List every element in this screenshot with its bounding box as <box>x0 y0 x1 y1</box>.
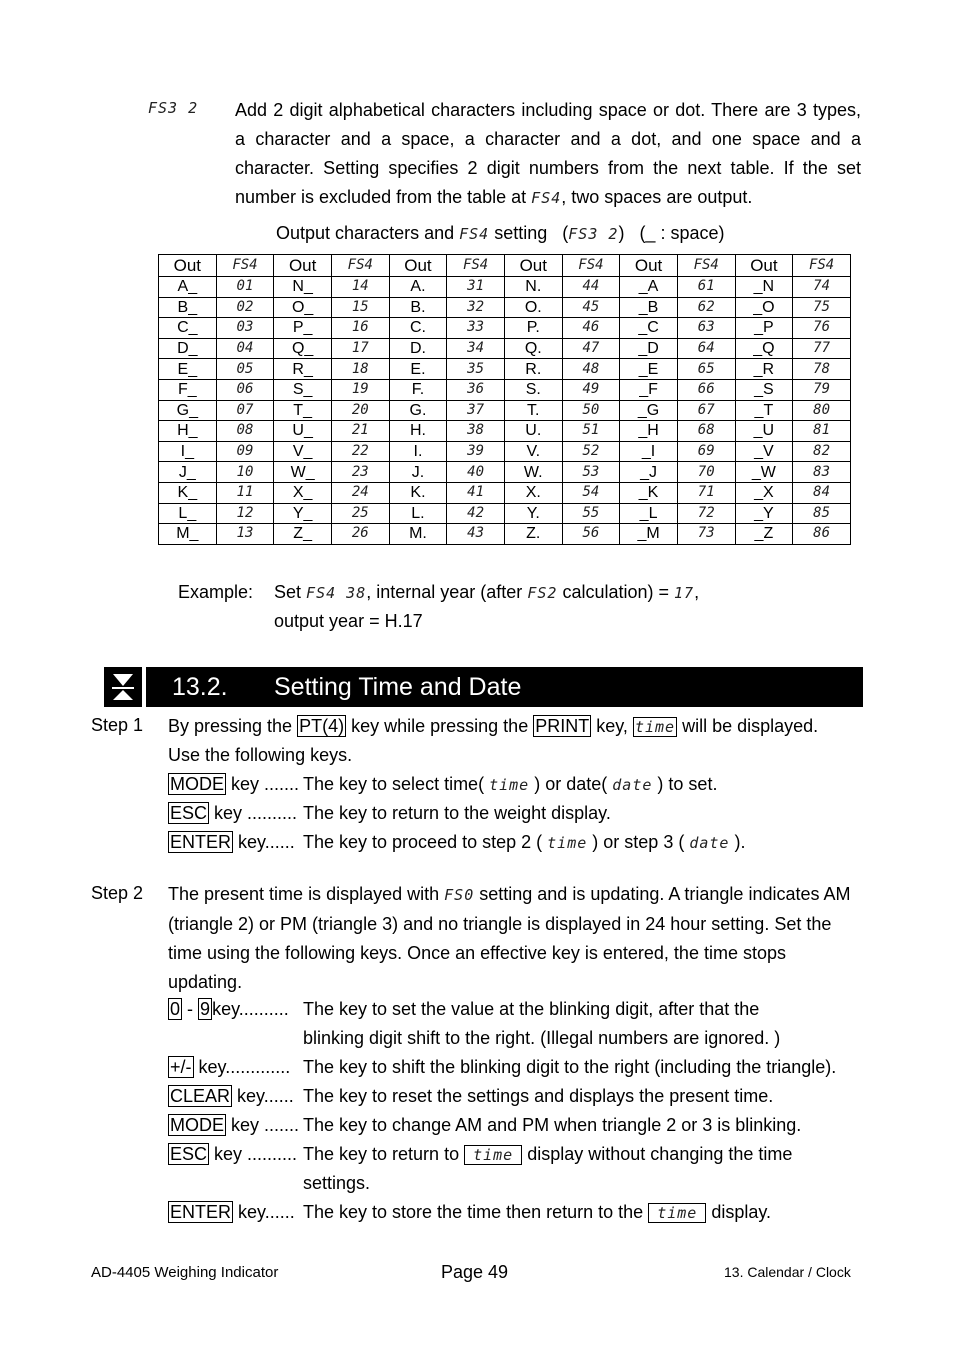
output-character-cell: _W <box>735 462 793 483</box>
fs4-code-cell: 76 <box>793 318 851 339</box>
fs4-code-cell: 48 <box>562 359 620 380</box>
fs4-code-cell: 37 <box>447 400 505 421</box>
fs4-code-cell: 39 <box>447 441 505 462</box>
fs4-code-cell: 33 <box>447 318 505 339</box>
fs4-code-cell: 78 <box>793 359 851 380</box>
output-character-cell: _K <box>620 482 678 503</box>
time-display: time <box>464 1145 522 1165</box>
time-display: time <box>648 1203 706 1223</box>
desc-text: The key to change AM and PM when triangle 2 or 3 is blinking. <box>303 1115 802 1135</box>
output-character-cell: N. <box>504 277 562 298</box>
step1-t2: key while pressing the <box>351 716 529 736</box>
output-character-cell: _J <box>620 462 678 483</box>
output-character-cell: _D <box>620 338 678 359</box>
output-character-cell: S. <box>504 379 562 400</box>
fs4-code-cell: 40 <box>447 462 505 483</box>
pt4-key: PT(4) <box>299 716 345 736</box>
output-character-cell: Y. <box>504 503 562 524</box>
step2-plusminus-row <box>168 1053 837 1082</box>
output-character-cell: Q. <box>504 338 562 359</box>
output-character-cell: L. <box>389 503 447 524</box>
step2-clear-row <box>168 1082 774 1111</box>
output-character-cell: F_ <box>159 379 217 400</box>
fs4-code-cell: 47 <box>562 338 620 359</box>
output-character-cell: _V <box>735 441 793 462</box>
table-body <box>159 277 851 545</box>
fs4-code-cell: 32 <box>447 297 505 318</box>
fs4-code-cell: 86 <box>793 524 851 545</box>
output-character-cell: J_ <box>159 462 217 483</box>
example-mid1: , internal year (after <box>366 582 523 602</box>
table-row <box>159 318 851 339</box>
time-display: time <box>547 834 588 852</box>
output-character-cell: _R <box>735 359 793 380</box>
section-title-text: Setting Time and Date <box>274 673 522 701</box>
desc-text: ). <box>734 832 746 852</box>
output-character-cell: E. <box>389 359 447 380</box>
fs4-code-cell: 23 <box>331 462 389 483</box>
fs4-code-cell: 34 <box>447 338 505 359</box>
table-row <box>159 482 851 503</box>
fs4-code-cell: 17 <box>331 338 389 359</box>
fs4-code-cell: 06 <box>216 379 274 400</box>
fs4-code-cell: 20 <box>331 400 389 421</box>
header-out: Out <box>389 255 447 277</box>
step2-digit-row <box>168 995 760 1024</box>
fs4-code-cell: 69 <box>677 441 735 462</box>
key-dots: key .......... <box>214 803 298 823</box>
fs4-code-cell: 08 <box>216 421 274 442</box>
footer-page-number: Page 49 <box>441 1262 509 1282</box>
header-fs4: FS4 <box>216 255 274 277</box>
fs4-code-cell: 83 <box>793 462 851 483</box>
fs4-code-cell: 35 <box>447 359 505 380</box>
header-out: Out <box>620 255 678 277</box>
output-character-cell: _F <box>620 379 678 400</box>
step-1-label: Step 1 <box>91 715 144 735</box>
output-character-cell: P. <box>504 318 562 339</box>
output-character-cell: X. <box>504 482 562 503</box>
output-character-cell: _H <box>620 421 678 442</box>
nine-key: 9 <box>200 999 211 1019</box>
step1-t3: key, <box>596 716 628 736</box>
fs4-code-cell: 43 <box>447 524 505 545</box>
desc-text: The key to set the value at the blinking digit, after that the <box>303 999 760 1019</box>
output-character-cell: _Y <box>735 503 793 524</box>
output-character-cell: Z. <box>504 524 562 545</box>
fs4-code-cell: 24 <box>331 482 389 503</box>
fs4-code-cell: 61 <box>677 277 735 298</box>
fs4-code-cell: 79 <box>793 379 851 400</box>
caption-part2: setting <box>494 223 548 243</box>
fs4-code-cell: 70 <box>677 462 735 483</box>
output-character-cell: V_ <box>274 441 332 462</box>
desc-text: ) or step 3 ( <box>592 832 685 852</box>
date-display: date <box>612 776 653 794</box>
clear-key: CLEAR <box>170 1086 231 1106</box>
fs3-2-code: FS3 2 <box>148 99 199 117</box>
table-row <box>159 524 851 545</box>
key-dots: key.......... <box>212 999 289 1019</box>
desc-text: The key to select time( <box>303 774 485 794</box>
fs4-code-cell: 41 <box>447 482 505 503</box>
fs3-description-end: , two spaces are output. <box>561 187 753 207</box>
desc-text: ) to set. <box>657 774 718 794</box>
fs4-code-cell: 53 <box>562 462 620 483</box>
output-character-cell: _N <box>735 277 793 298</box>
output-character-cell: H_ <box>159 421 217 442</box>
output-character-cell: R. <box>504 359 562 380</box>
step-2-text <box>168 880 858 997</box>
fs4-code-cell: 36 <box>447 379 505 400</box>
fs4-code-cell: 64 <box>677 338 735 359</box>
output-character-cell: B. <box>389 297 447 318</box>
plus-minus-key: +/- <box>170 1057 192 1077</box>
output-character-cell: M. <box>389 524 447 545</box>
fs4-code-cell: 56 <box>562 524 620 545</box>
time-display: time <box>634 718 676 736</box>
step2-digit-desc-2: blinking digit shift to the right. (Illegal numbers are ignored. ) <box>303 1028 781 1048</box>
fs4-code-cell: 01 <box>216 277 274 298</box>
output-character-cell: _T <box>735 400 793 421</box>
fs4-code-cell: 45 <box>562 297 620 318</box>
caption-fs4: FS4 <box>459 225 490 243</box>
caption-part1: Output characters and <box>276 223 455 243</box>
fs4-code-cell: 03 <box>216 318 274 339</box>
output-character-cell: _C <box>620 318 678 339</box>
desc-text: The key to shift the blinking digit to the right (including the triangle). <box>303 1057 837 1077</box>
output-character-cell: _E <box>620 359 678 380</box>
fs4-code-cell: 74 <box>793 277 851 298</box>
output-character-cell: T_ <box>274 400 332 421</box>
fs4-code-cell: 67 <box>677 400 735 421</box>
key-dots: key...... <box>238 832 295 852</box>
key-dots: key...... <box>238 1202 295 1222</box>
fs4-code-cell: 05 <box>216 359 274 380</box>
desc-text: display. <box>711 1202 772 1222</box>
example-line-1 <box>274 578 699 608</box>
fs4-code-cell: 12 <box>216 503 274 524</box>
output-character-cell: _A <box>620 277 678 298</box>
header-out: Out <box>274 255 332 277</box>
fs4-code-cell: 49 <box>562 379 620 400</box>
time-display: time <box>489 776 530 794</box>
fs4-code-cell: 62 <box>677 297 735 318</box>
table-header-row <box>159 255 851 277</box>
fs4-code-cell: 73 <box>677 524 735 545</box>
header-out: Out <box>735 255 793 277</box>
output-character-cell: _U <box>735 421 793 442</box>
fs4-code-cell: 11 <box>216 482 274 503</box>
fs4-code-cell: 68 <box>677 421 735 442</box>
output-character-cell: G_ <box>159 400 217 421</box>
desc-text: The key to return to the weight display. <box>303 803 611 823</box>
fs4-code-cell: 21 <box>331 421 389 442</box>
fs4-code-cell: 50 <box>562 400 620 421</box>
output-character-cell: _O <box>735 297 793 318</box>
step1-mode-row <box>168 770 718 799</box>
key-dots: key............. <box>198 1057 291 1077</box>
fs4-code-cell: 15 <box>331 297 389 318</box>
step2-esc-desc-2: settings. <box>303 1173 371 1193</box>
output-character-cell: _P <box>735 318 793 339</box>
desc-text: The key to return to <box>303 1144 460 1164</box>
output-character-cell: R_ <box>274 359 332 380</box>
example-label: Example: <box>178 582 254 602</box>
step2-p1: The present time is displayed with <box>168 884 440 904</box>
step-1-text <box>168 712 858 770</box>
fs3-description <box>235 96 861 213</box>
output-character-cell: Z_ <box>274 524 332 545</box>
fs4-code-cell: 44 <box>562 277 620 298</box>
fs4-code-cell: 85 <box>793 503 851 524</box>
fs4-code-cell: 55 <box>562 503 620 524</box>
fs4-code-cell: 31 <box>447 277 505 298</box>
header-out: Out <box>159 255 217 277</box>
fs4-code-cell: 72 <box>677 503 735 524</box>
example-year: 17 <box>674 584 695 602</box>
desc-text: The key to reset the settings and displays the present time. <box>303 1086 774 1106</box>
example-fs4-code: FS4 38 <box>306 584 367 602</box>
table-row <box>159 338 851 359</box>
fs4-code-cell: 65 <box>677 359 735 380</box>
step2-enter-row <box>168 1198 772 1227</box>
caption-fs3: FS3 2 <box>568 225 619 243</box>
fs4-code-cell: 18 <box>331 359 389 380</box>
fs4-code-cell: 80 <box>793 400 851 421</box>
section-title <box>146 667 863 707</box>
fs4-code-cell: 51 <box>562 421 620 442</box>
output-character-cell: D_ <box>159 338 217 359</box>
header-fs4: FS4 <box>331 255 389 277</box>
output-character-cell: G. <box>389 400 447 421</box>
key-dots: key .......... <box>214 1144 298 1164</box>
output-character-cell: K. <box>389 482 447 503</box>
key-separator: - <box>187 999 194 1019</box>
output-character-cell: W_ <box>274 462 332 483</box>
enter-key: ENTER <box>170 1202 232 1222</box>
example-line-2: output year = H.17 <box>274 611 423 631</box>
output-character-cell: _S <box>735 379 793 400</box>
fs4-code-cell: 46 <box>562 318 620 339</box>
output-character-cell: B_ <box>159 297 217 318</box>
fs4-code-cell: 66 <box>677 379 735 400</box>
step1-line2: Use the following keys. <box>168 745 353 765</box>
step1-t4: will be displayed. <box>682 716 819 736</box>
fs4-code-cell: 09 <box>216 441 274 462</box>
output-character-cell: U_ <box>274 421 332 442</box>
output-characters-table <box>158 254 851 545</box>
fs4-code-cell: 22 <box>331 441 389 462</box>
output-character-cell: _X <box>735 482 793 503</box>
desc-text: The key to store the time then return to the <box>303 1202 644 1222</box>
output-character-cell: _M <box>620 524 678 545</box>
fs0-code: FS0 <box>444 886 475 904</box>
table-row <box>159 379 851 400</box>
fs4-code-cell: 52 <box>562 441 620 462</box>
output-character-cell: A. <box>389 277 447 298</box>
step-2-label: Step 2 <box>91 883 144 903</box>
step2-p2: setting and is updating. A triangle indicates AM (triangle 2) or PM (triangle 3) and no triangle is displayed in 24 hour setting. Set the time using the following keys. Once an effective key is entered, the time stops updating. <box>168 884 851 992</box>
table-caption: Output characters and FS4 setting (FS3 2) (_ : space) <box>276 223 725 243</box>
table-row <box>159 277 851 298</box>
output-character-cell: E_ <box>159 359 217 380</box>
fs4-code-cell: 10 <box>216 462 274 483</box>
step1-esc-row <box>168 799 611 828</box>
example-fs2-code: FS2 <box>527 584 558 602</box>
zero-key: 0 <box>170 999 181 1019</box>
fs4-code-cell: 54 <box>562 482 620 503</box>
output-character-cell: N_ <box>274 277 332 298</box>
table-row <box>159 297 851 318</box>
footer-right: 13. Calendar / Clock <box>724 1264 851 1280</box>
fs4-code-cell: 04 <box>216 338 274 359</box>
section-marker-icon <box>104 667 142 707</box>
output-character-cell: D. <box>389 338 447 359</box>
output-character-cell: V. <box>504 441 562 462</box>
section-heading <box>104 667 863 707</box>
output-character-cell: C. <box>389 318 447 339</box>
date-display: date <box>689 834 730 852</box>
output-character-cell: _Z <box>735 524 793 545</box>
table-row <box>159 359 851 380</box>
output-character-cell: O_ <box>274 297 332 318</box>
fs4-code-cell: 77 <box>793 338 851 359</box>
fs4-code-cell: 25 <box>331 503 389 524</box>
output-character-cell: _B <box>620 297 678 318</box>
fs4-code-cell: 71 <box>677 482 735 503</box>
output-character-cell: M_ <box>159 524 217 545</box>
fs4-code-cell: 84 <box>793 482 851 503</box>
fs4-code-cell: 14 <box>331 277 389 298</box>
header-fs4: FS4 <box>793 255 851 277</box>
table-row <box>159 441 851 462</box>
fs4-code-cell: 02 <box>216 297 274 318</box>
output-character-cell: K_ <box>159 482 217 503</box>
key-dots: key...... <box>237 1086 294 1106</box>
output-character-cell: X_ <box>274 482 332 503</box>
step1-enter-row <box>168 828 746 857</box>
step2-esc-row <box>168 1140 793 1169</box>
fs4-code-cell: 82 <box>793 441 851 462</box>
output-character-cell: T. <box>504 400 562 421</box>
output-character-cell: _G <box>620 400 678 421</box>
output-character-cell: I. <box>389 441 447 462</box>
footer-left: AD-4405 Weighing Indicator <box>91 1264 279 1281</box>
header-fs4: FS4 <box>562 255 620 277</box>
header-fs4: FS4 <box>447 255 505 277</box>
table-row <box>159 503 851 524</box>
caption-part3: (_ : space) <box>639 223 725 243</box>
fs4-code-cell: 26 <box>331 524 389 545</box>
header-fs4: FS4 <box>677 255 735 277</box>
output-character-cell: L_ <box>159 503 217 524</box>
example-set: Set <box>274 582 302 602</box>
mode-key: MODE <box>170 774 224 794</box>
fs4-code-cell: 13 <box>216 524 274 545</box>
output-character-cell: J. <box>389 462 447 483</box>
table-row <box>159 421 851 442</box>
output-character-cell: F. <box>389 379 447 400</box>
section-number: 13.2. <box>172 673 228 701</box>
fs4-code: FS4 <box>531 189 562 207</box>
table-row <box>159 462 851 483</box>
desc-text: display without changing the time <box>527 1144 793 1164</box>
step1-t1: By pressing the <box>168 716 293 736</box>
example-mid2: calculation) = <box>562 582 669 602</box>
key-dots: key ....... <box>231 1115 300 1135</box>
output-character-cell: A_ <box>159 277 217 298</box>
fs4-code-cell: 63 <box>677 318 735 339</box>
key-dots: key ....... <box>231 774 300 794</box>
output-character-cell: S_ <box>274 379 332 400</box>
output-character-cell: H. <box>389 421 447 442</box>
output-character-cell: _L <box>620 503 678 524</box>
esc-key: ESC <box>170 1144 208 1164</box>
output-character-cell: W. <box>504 462 562 483</box>
output-character-cell: P_ <box>274 318 332 339</box>
step2-mode-row <box>168 1111 802 1140</box>
fs4-code-cell: 07 <box>216 400 274 421</box>
output-character-cell: I_ <box>159 441 217 462</box>
fs4-code-cell: 75 <box>793 297 851 318</box>
esc-key: ESC <box>170 803 208 823</box>
header-out: Out <box>504 255 562 277</box>
fs4-code-cell: 38 <box>447 421 505 442</box>
desc-text: The key to proceed to step 2 ( <box>303 832 543 852</box>
fs3-description-text: Add 2 digit alphabetical characters including space or dot. There are 3 types, a character and a space, a character and a dot, and one space and a character. Setting specifies 2 digit numbers from the next table. If the set number is excluded from the table at <box>235 100 861 207</box>
output-character-cell: _I <box>620 441 678 462</box>
desc-text: ) or date( <box>534 774 608 794</box>
fs4-code-cell: 19 <box>331 379 389 400</box>
fs4-code-cell: 16 <box>331 318 389 339</box>
fs4-code-cell: 42 <box>447 503 505 524</box>
mode-key: MODE <box>170 1115 224 1135</box>
output-character-cell: Q_ <box>274 338 332 359</box>
print-key: PRINT <box>535 716 590 736</box>
table-row <box>159 400 851 421</box>
enter-key: ENTER <box>170 832 232 852</box>
output-character-cell: Y_ <box>274 503 332 524</box>
output-character-cell: U. <box>504 421 562 442</box>
fs4-code-cell: 81 <box>793 421 851 442</box>
example-end: , <box>694 582 700 602</box>
output-character-cell: C_ <box>159 318 217 339</box>
output-character-cell: O. <box>504 297 562 318</box>
output-character-cell: _Q <box>735 338 793 359</box>
